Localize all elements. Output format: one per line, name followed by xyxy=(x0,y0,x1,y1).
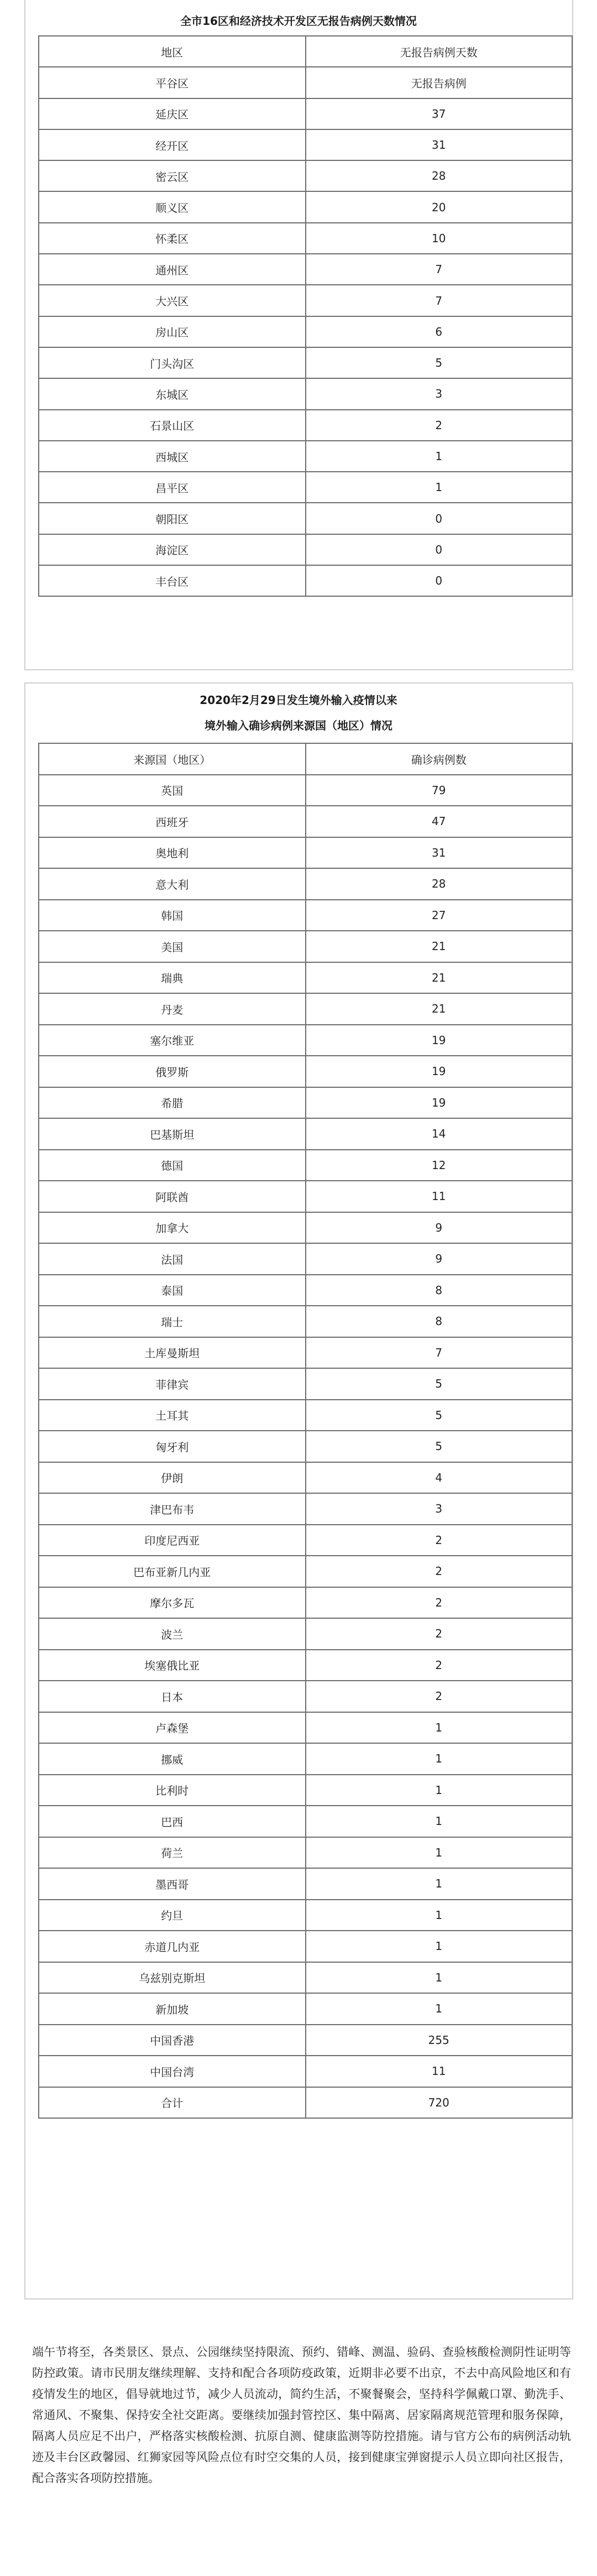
row-label-cell: 荷兰 xyxy=(39,1837,306,1869)
row-value-cell: 5 xyxy=(306,1368,573,1400)
row-value-cell: 2 xyxy=(306,1587,573,1619)
row-value-cell: 8 xyxy=(306,1275,573,1306)
table-row xyxy=(39,993,572,1025)
row-label-cell: 密云区 xyxy=(39,160,306,191)
row-value-cell: 9 xyxy=(306,1212,573,1244)
row-label-cell: 比利时 xyxy=(39,1775,306,1806)
table-row xyxy=(39,868,572,900)
row-value-cell: 1 xyxy=(306,1712,573,1744)
row-label-cell: 西班牙 xyxy=(39,806,306,837)
table-row xyxy=(39,1681,572,1712)
row-label-cell: 奥地利 xyxy=(39,837,306,869)
table-row xyxy=(39,1118,572,1150)
table-row xyxy=(39,1431,572,1462)
advisory-note: 端午节将至，各类景区、景点、公园继续坚持限流、预约、错峰、测温、验码、查验核酸检测阴性证明等防控政策。请市民朋友继续理解、支持和配合各项防疫政策，近期非必要不出京，不去中高风险地区和有疫情发生的地区，倡导就地过节，减少人员流动，简约生活，不聚餐聚会，坚持科学佩戴口罩、勤洗手、常通风、不聚集、保持安全社交距离。要继续加强封管控区、集中隔离、居家隔离规范管理和服务保障，隔离人员应足不出户，严格落实核酸检测、抗原自测、健康监测等防控措施。请与官方公布的病例活动轨迹及丰台区政馨园、红狮家园等风险点位有时空交集的人员，接到健康宝弹窗提示人员立即向社区报告，配合落实各项防控措施。 xyxy=(32,2345,571,2485)
row-label-cell: 菲律宾 xyxy=(39,1368,306,1400)
row-value-cell: 2 xyxy=(306,410,573,441)
row-value-cell: 7 xyxy=(306,1337,573,1369)
header-days: 无报告病例天数 xyxy=(306,36,573,67)
table-row xyxy=(39,1712,572,1744)
imported-cases-table-body xyxy=(39,743,572,2118)
table-row xyxy=(39,378,572,409)
row-label-cell: 津巴布韦 xyxy=(39,1493,306,1525)
row-label-cell: 加拿大 xyxy=(39,1212,306,1244)
table-row xyxy=(39,67,572,98)
row-label-cell: 美国 xyxy=(39,931,306,962)
row-label-cell: 埃塞俄比亚 xyxy=(39,1650,306,1681)
row-value-cell: 19 xyxy=(306,1056,573,1087)
header-region: 地区 xyxy=(39,36,306,67)
table-row xyxy=(39,285,572,316)
row-label-cell: 乌兹别克斯坦 xyxy=(39,1962,306,1994)
row-label-cell: 巴布亚新几内亚 xyxy=(39,1556,306,1587)
table-row xyxy=(39,1181,572,1212)
table-row xyxy=(39,347,572,378)
row-value-cell: 21 xyxy=(306,931,573,962)
row-value-cell: 79 xyxy=(306,775,573,806)
row-label-cell: 门头沟区 xyxy=(39,347,306,378)
table-row xyxy=(39,1962,572,1994)
row-value-cell: 14 xyxy=(306,1118,573,1150)
row-label-cell: 中国台湾 xyxy=(39,2056,306,2087)
table-row xyxy=(39,1650,572,1681)
row-label-cell: 经开区 xyxy=(39,129,306,160)
row-label-cell: 土库曼斯坦 xyxy=(39,1337,306,1369)
row-value-cell: 28 xyxy=(306,868,573,900)
row-value-cell: 4 xyxy=(306,1462,573,1494)
table-row xyxy=(39,1056,572,1087)
row-value-cell: 11 xyxy=(306,2056,573,2087)
row-label-cell: 土耳其 xyxy=(39,1400,306,1431)
row-value-cell: 21 xyxy=(306,993,573,1025)
row-label-cell: 韩国 xyxy=(39,900,306,931)
table-row xyxy=(39,1275,572,1306)
row-value-cell: 2 xyxy=(306,1556,573,1587)
row-value-cell: 5 xyxy=(306,1400,573,1431)
row-label-cell: 平谷区 xyxy=(39,67,306,98)
table-row xyxy=(39,1087,572,1119)
table-row xyxy=(39,1837,572,1869)
table-row xyxy=(39,1025,572,1056)
row-value-cell: 5 xyxy=(306,347,573,378)
row-label-cell: 怀柔区 xyxy=(39,223,306,254)
row-label-cell: 昌平区 xyxy=(39,472,306,503)
row-label-cell: 英国 xyxy=(39,775,306,806)
table-row xyxy=(39,2056,572,2087)
row-label-cell: 意大利 xyxy=(39,868,306,900)
table-row xyxy=(39,1618,572,1650)
table-row xyxy=(39,775,572,806)
row-label-cell: 摩尔多瓦 xyxy=(39,1587,306,1619)
row-value-cell: 1 xyxy=(306,1931,573,1962)
table-row xyxy=(39,534,572,565)
header-source: 来源国（地区） xyxy=(39,743,306,775)
row-value-cell: 2 xyxy=(306,1618,573,1650)
row-label-cell: 合计 xyxy=(39,2087,306,2119)
row-label-cell: 延庆区 xyxy=(39,98,306,129)
row-value-cell: 7 xyxy=(306,254,573,285)
row-value-cell: 1 xyxy=(306,1806,573,1837)
row-label-cell: 东城区 xyxy=(39,378,306,409)
row-value-cell: 1 xyxy=(306,1868,573,1900)
row-value-cell: 6 xyxy=(306,316,573,347)
row-label-cell: 印度尼西亚 xyxy=(39,1525,306,1556)
row-value-cell: 无报告病例 xyxy=(306,67,573,98)
row-value-cell: 720 xyxy=(306,2087,573,2119)
table-header-row xyxy=(39,36,572,67)
row-value-cell: 2 xyxy=(306,1525,573,1556)
table-row xyxy=(39,931,572,962)
table-row xyxy=(39,1525,572,1556)
table-row xyxy=(39,1743,572,1775)
table-row xyxy=(39,2025,572,2056)
row-label-cell: 大兴区 xyxy=(39,285,306,316)
table-row xyxy=(39,129,572,160)
row-value-cell: 12 xyxy=(306,1150,573,1181)
row-value-cell: 10 xyxy=(306,223,573,254)
row-label-cell: 海淀区 xyxy=(39,534,306,565)
table-row xyxy=(39,1400,572,1431)
table-row xyxy=(39,1806,572,1837)
row-label-cell: 法国 xyxy=(39,1243,306,1275)
section1-title: 全市16区和经济技术开发区无报告病例天数情况 xyxy=(180,14,417,28)
row-label-cell: 房山区 xyxy=(39,316,306,347)
row-label-cell: 挪威 xyxy=(39,1743,306,1775)
table-row xyxy=(39,1150,572,1181)
row-value-cell: 1 xyxy=(306,472,573,503)
row-label-cell: 石景山区 xyxy=(39,410,306,441)
row-value-cell: 255 xyxy=(306,2025,573,2056)
row-value-cell: 9 xyxy=(306,1243,573,1275)
row-value-cell: 37 xyxy=(306,98,573,129)
row-label-cell: 阿联酋 xyxy=(39,1181,306,1212)
row-label-cell: 赤道几内亚 xyxy=(39,1931,306,1962)
row-value-cell: 3 xyxy=(306,1493,573,1525)
header-count: 确诊病例数 xyxy=(306,743,573,775)
table-row xyxy=(39,1368,572,1400)
row-label-cell: 匈牙利 xyxy=(39,1431,306,1462)
table-row xyxy=(39,806,572,837)
row-value-cell: 47 xyxy=(306,806,573,837)
row-value-cell: 31 xyxy=(306,129,573,160)
row-value-cell: 1 xyxy=(306,1743,573,1775)
row-value-cell: 1 xyxy=(306,1993,573,2025)
table-row xyxy=(39,962,572,994)
row-label-cell: 西城区 xyxy=(39,441,306,472)
table-row xyxy=(39,1493,572,1525)
table-row xyxy=(39,191,572,222)
row-label-cell: 顺义区 xyxy=(39,191,306,222)
no-case-days-table xyxy=(38,35,573,597)
row-label-cell: 丹麦 xyxy=(39,993,306,1025)
table-row xyxy=(39,441,572,472)
table-row xyxy=(39,900,572,931)
row-label-cell: 德国 xyxy=(39,1150,306,1181)
table-header-row xyxy=(39,743,572,775)
row-value-cell: 20 xyxy=(306,191,573,222)
table-row xyxy=(39,1306,572,1337)
row-value-cell: 1 xyxy=(306,1837,573,1869)
row-value-cell: 2 xyxy=(306,1681,573,1712)
row-label-cell: 塞尔维亚 xyxy=(39,1025,306,1056)
row-value-cell: 0 xyxy=(306,503,573,534)
table-row xyxy=(39,1587,572,1619)
row-value-cell: 0 xyxy=(306,565,573,596)
row-value-cell: 3 xyxy=(306,378,573,409)
table-row xyxy=(39,503,572,534)
row-label-cell: 墨西哥 xyxy=(39,1868,306,1900)
section2-title-line2: 境外输入确诊病例来源国（地区）情况 xyxy=(205,719,392,732)
table-row xyxy=(39,1931,572,1962)
row-label-cell: 约旦 xyxy=(39,1900,306,1931)
table-row xyxy=(39,316,572,347)
row-value-cell: 1 xyxy=(306,1962,573,1994)
table-row xyxy=(39,223,572,254)
row-label-cell: 朝阳区 xyxy=(39,503,306,534)
row-value-cell: 8 xyxy=(306,1306,573,1337)
table-row xyxy=(39,1243,572,1275)
table-row xyxy=(39,1212,572,1244)
row-label-cell: 卢森堡 xyxy=(39,1712,306,1744)
table-row xyxy=(39,565,572,596)
row-value-cell: 1 xyxy=(306,1775,573,1806)
row-value-cell: 31 xyxy=(306,837,573,869)
row-label-cell: 中国香港 xyxy=(39,2025,306,2056)
table-row xyxy=(39,1900,572,1931)
imported-cases-table xyxy=(38,743,573,2119)
table-row xyxy=(39,1868,572,1900)
row-value-cell: 27 xyxy=(306,900,573,931)
row-value-cell: 1 xyxy=(306,1900,573,1931)
row-label-cell: 泰国 xyxy=(39,1275,306,1306)
table-row xyxy=(39,98,572,129)
row-value-cell: 2 xyxy=(306,1650,573,1681)
table-row xyxy=(39,1337,572,1369)
table-row xyxy=(39,1462,572,1494)
row-value-cell: 0 xyxy=(306,534,573,565)
row-label-cell: 丰台区 xyxy=(39,565,306,596)
table-row xyxy=(39,1556,572,1587)
table-row xyxy=(39,254,572,285)
row-value-cell: 11 xyxy=(306,1181,573,1212)
row-value-cell: 19 xyxy=(306,1087,573,1119)
table-row xyxy=(39,1993,572,2025)
row-label-cell: 巴西 xyxy=(39,1806,306,1837)
table-row xyxy=(39,1775,572,1806)
row-value-cell: 1 xyxy=(306,441,573,472)
row-label-cell: 希腊 xyxy=(39,1087,306,1119)
table-row xyxy=(39,160,572,191)
row-label-cell: 日本 xyxy=(39,1681,306,1712)
section2-title-line1: 2020年2月29日发生境外输入疫情以来 xyxy=(200,693,397,707)
row-value-cell: 19 xyxy=(306,1025,573,1056)
no-case-days-table-body xyxy=(39,36,572,596)
table-row xyxy=(39,472,572,503)
row-label-cell: 波兰 xyxy=(39,1618,306,1650)
row-value-cell: 21 xyxy=(306,962,573,994)
row-value-cell: 5 xyxy=(306,1431,573,1462)
row-value-cell: 28 xyxy=(306,160,573,191)
table-row xyxy=(39,837,572,869)
row-label-cell: 通州区 xyxy=(39,254,306,285)
row-label-cell: 瑞典 xyxy=(39,962,306,994)
row-label-cell: 俄罗斯 xyxy=(39,1056,306,1087)
row-value-cell: 7 xyxy=(306,285,573,316)
table-row xyxy=(39,410,572,441)
row-label-cell: 伊朗 xyxy=(39,1462,306,1494)
row-label-cell: 巴基斯坦 xyxy=(39,1118,306,1150)
row-label-cell: 新加坡 xyxy=(39,1993,306,2025)
row-label-cell: 瑞士 xyxy=(39,1306,306,1337)
table-row xyxy=(39,2087,572,2119)
